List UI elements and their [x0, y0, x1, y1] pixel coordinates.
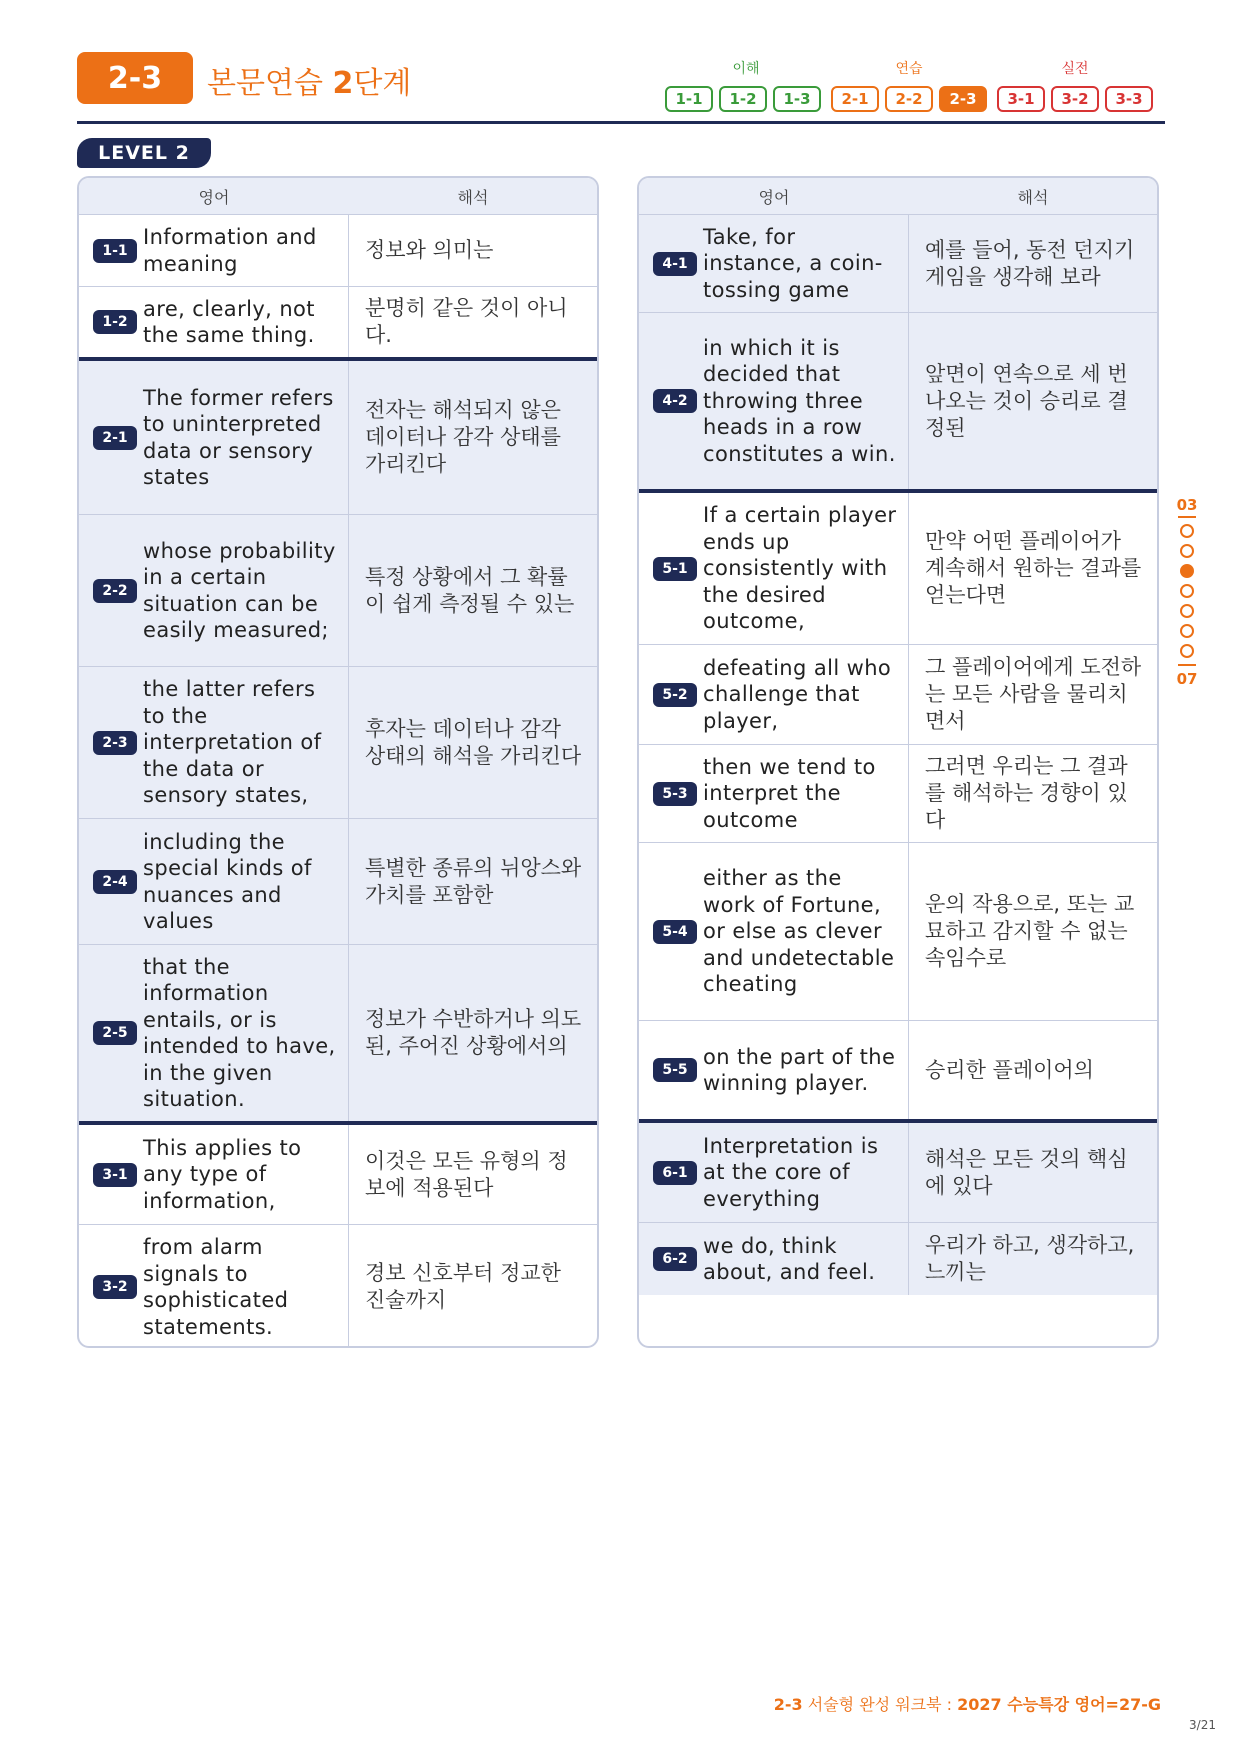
english-text: that the information entails, or is intended to have, in the given situation.	[143, 954, 336, 1111]
sentence-number-badge: 5-1	[653, 557, 697, 581]
english-text: The former refers to uninterpreted data or sensory states	[143, 385, 334, 489]
korean-translation: 그 플레이어에게 도전하는 모든 사람을 물리치면서	[925, 655, 1142, 733]
sentence-number-badge: 2-4	[93, 870, 137, 894]
english-text: Information and meaning	[143, 225, 317, 276]
stage-chip-3-3[interactable]: 3-3	[1105, 86, 1153, 112]
sentence-row	[79, 1125, 597, 1225]
sentence-number-badge: 2-5	[93, 1021, 137, 1045]
sentence-row	[79, 1225, 597, 1348]
nav-line	[1178, 516, 1196, 518]
sentence-number-badge: 4-2	[653, 389, 697, 413]
sentence-row	[639, 745, 1157, 843]
sentence-number-badge: 6-2	[653, 1247, 697, 1271]
chapter-progress-nav	[1176, 496, 1198, 696]
korean-translation: 전자는 해석되지 않은 데이터나 감각 상태를 가리킨다	[365, 398, 561, 476]
english-text: defeating all who challenge that player,	[703, 655, 892, 733]
sentence-number-badge: 2-3	[93, 731, 137, 755]
korean-translation: 해석은 모든 것의 핵심에 있다	[925, 1146, 1128, 1198]
korean-translation: 앞면이 연속으로 세 번 나오는 것이 승리로 결정된	[925, 361, 1128, 440]
sentence-number-badge: 3-1	[93, 1163, 137, 1187]
sentence-number-badge: 2-1	[93, 426, 137, 450]
nav-line	[1178, 664, 1196, 666]
korean-translation: 정보와 의미는	[365, 238, 494, 262]
english-text: then we tend to interpret the outcome	[703, 754, 876, 832]
korean-translation: 운의 작용으로, 또는 교묘하고 감지할 수 없는 속임수로	[925, 892, 1135, 970]
column-header-korean: 해석	[1017, 187, 1049, 207]
level-badge: LEVEL 2	[77, 138, 211, 168]
stage-chip-2-2[interactable]: 2-2	[885, 86, 933, 112]
column-header-english: 영어	[198, 187, 230, 207]
sentence-number-badge: 5-5	[653, 1058, 697, 1082]
chapter-dot[interactable]	[1180, 624, 1194, 638]
korean-translation: 만약 어떤 플레이어가 계속해서 원하는 결과를 얻는다면	[925, 529, 1142, 607]
sentence-number-badge: 3-2	[93, 1275, 137, 1299]
chapter-dot[interactable]	[1180, 524, 1194, 538]
korean-translation: 특정 상황에서 그 확률이 쉽게 측정될 수 있는	[365, 564, 575, 616]
stage-label-understand: 이해	[732, 61, 760, 77]
sentence-row	[639, 843, 1157, 1021]
english-text: If a certain player ends up consistently with the desired outcome,	[703, 503, 897, 634]
sentence-row	[639, 1223, 1157, 1295]
stage-chip-2-3[interactable]: 2-3	[939, 86, 987, 112]
english-text: on the part of the winning player.	[703, 1044, 896, 1095]
korean-translation: 특별한 종류의 뉘앙스와 가치를 포함한	[365, 855, 582, 907]
column-header-korean: 해석	[457, 187, 489, 207]
english-text: Take, for instance, a coin-tossing game	[703, 224, 883, 302]
page-title: 본문연습 2단계	[207, 66, 412, 101]
sentence-number-badge: 5-3	[653, 782, 697, 806]
right-panel-header	[639, 178, 1157, 215]
right-panel	[637, 176, 1159, 1348]
sentence-row	[79, 361, 597, 515]
column-header-english: 영어	[758, 187, 790, 207]
sentence-number-badge: 1-2	[93, 310, 137, 334]
stage-nav	[663, 58, 1163, 118]
korean-translation: 예를 들어, 동전 던지기 게임을 생각해 보라	[925, 237, 1135, 289]
korean-translation: 후자는 데이터나 감각 상태의 해석을 가리킨다	[365, 716, 582, 768]
sentence-row	[639, 1021, 1157, 1123]
sentence-number-badge: 5-2	[653, 683, 697, 707]
sentence-number-badge: 4-1	[653, 252, 697, 276]
korean-translation: 그러면 우리는 그 결과를 해석하는 경향이 있다	[925, 754, 1128, 832]
korean-translation: 이것은 모든 유형의 정보에 적용된다	[365, 1148, 568, 1200]
sentence-row	[79, 515, 597, 667]
section-badge: 2-3	[77, 52, 193, 104]
korean-translation: 분명히 같은 것이 아니다.	[365, 296, 568, 347]
chapter-dot[interactable]	[1180, 544, 1194, 558]
sentence-row	[79, 287, 597, 361]
page-number: 3/21	[1189, 1718, 1216, 1732]
stage-label-practice: 연습	[895, 61, 923, 77]
chapter-end-number: 07	[1176, 670, 1198, 688]
sentence-number-badge: 1-1	[93, 239, 137, 263]
left-panel	[77, 176, 599, 1348]
stage-chip-3-2[interactable]: 3-2	[1051, 86, 1099, 112]
stage-chip-1-3[interactable]: 1-3	[773, 86, 821, 112]
sentence-row	[79, 945, 597, 1125]
sentence-number-badge: 2-2	[93, 579, 137, 603]
korean-translation: 정보가 수반하거나 의도된, 주어진 상황에서의	[365, 1007, 582, 1058]
sentence-row	[639, 493, 1157, 645]
sentence-row	[639, 645, 1157, 745]
korean-translation: 우리가 하고, 생각하고, 느끼는	[925, 1233, 1135, 1284]
footer-title: 2-3 서술형 완성 워크북 : 2027 수능특강 영어=27-G	[773, 1695, 1161, 1714]
english-text: This applies to any type of information,	[143, 1135, 302, 1213]
english-text: we do, think about, and feel.	[703, 1233, 876, 1284]
chapter-dot-current[interactable]	[1180, 564, 1194, 578]
sentence-row	[639, 313, 1157, 493]
sentence-number-badge: 5-4	[653, 920, 697, 944]
chapter-start-number: 03	[1176, 496, 1198, 514]
english-text: are, clearly, not the same thing.	[143, 296, 315, 347]
stage-label-real: 실전	[1061, 61, 1089, 77]
english-text: in which it is decided that throwing three heads in a row constitutes a win.	[703, 335, 896, 466]
sentence-row	[639, 1123, 1157, 1223]
sentence-row	[79, 215, 597, 287]
english-text: Interpretation is at the core of everything	[703, 1133, 879, 1211]
english-text: whose probability in a certain situation can be easily measured;	[143, 538, 336, 642]
sentence-row	[79, 819, 597, 945]
korean-translation: 경보 신호부터 정교한 진술까지	[365, 1261, 561, 1312]
chapter-dot[interactable]	[1180, 644, 1194, 658]
english-text: either as the work of Fortune, or else as clever and undetectable cheating	[703, 866, 895, 997]
sentence-row	[79, 667, 597, 819]
stage-chip-2-1[interactable]: 2-1	[831, 86, 879, 112]
sentence-row	[639, 215, 1157, 313]
chapter-dot[interactable]	[1180, 604, 1194, 618]
sentence-number-badge: 6-1	[653, 1161, 697, 1185]
stage-chip-1-2[interactable]: 1-2	[719, 86, 767, 112]
english-text: the latter refers to the interpretation of the data or sensory states,	[143, 677, 322, 808]
stage-chip-1-1[interactable]: 1-1	[665, 86, 713, 112]
english-text: from alarm signals to sophisticated statements.	[143, 1235, 289, 1339]
english-text: including the special kinds of nuances and values	[143, 829, 312, 933]
korean-translation: 승리한 플레이어의	[925, 1057, 1094, 1082]
header-divider	[77, 121, 1165, 124]
left-panel-header	[79, 178, 597, 215]
stage-chip-3-1[interactable]: 3-1	[997, 86, 1045, 112]
chapter-dot[interactable]	[1180, 584, 1194, 598]
